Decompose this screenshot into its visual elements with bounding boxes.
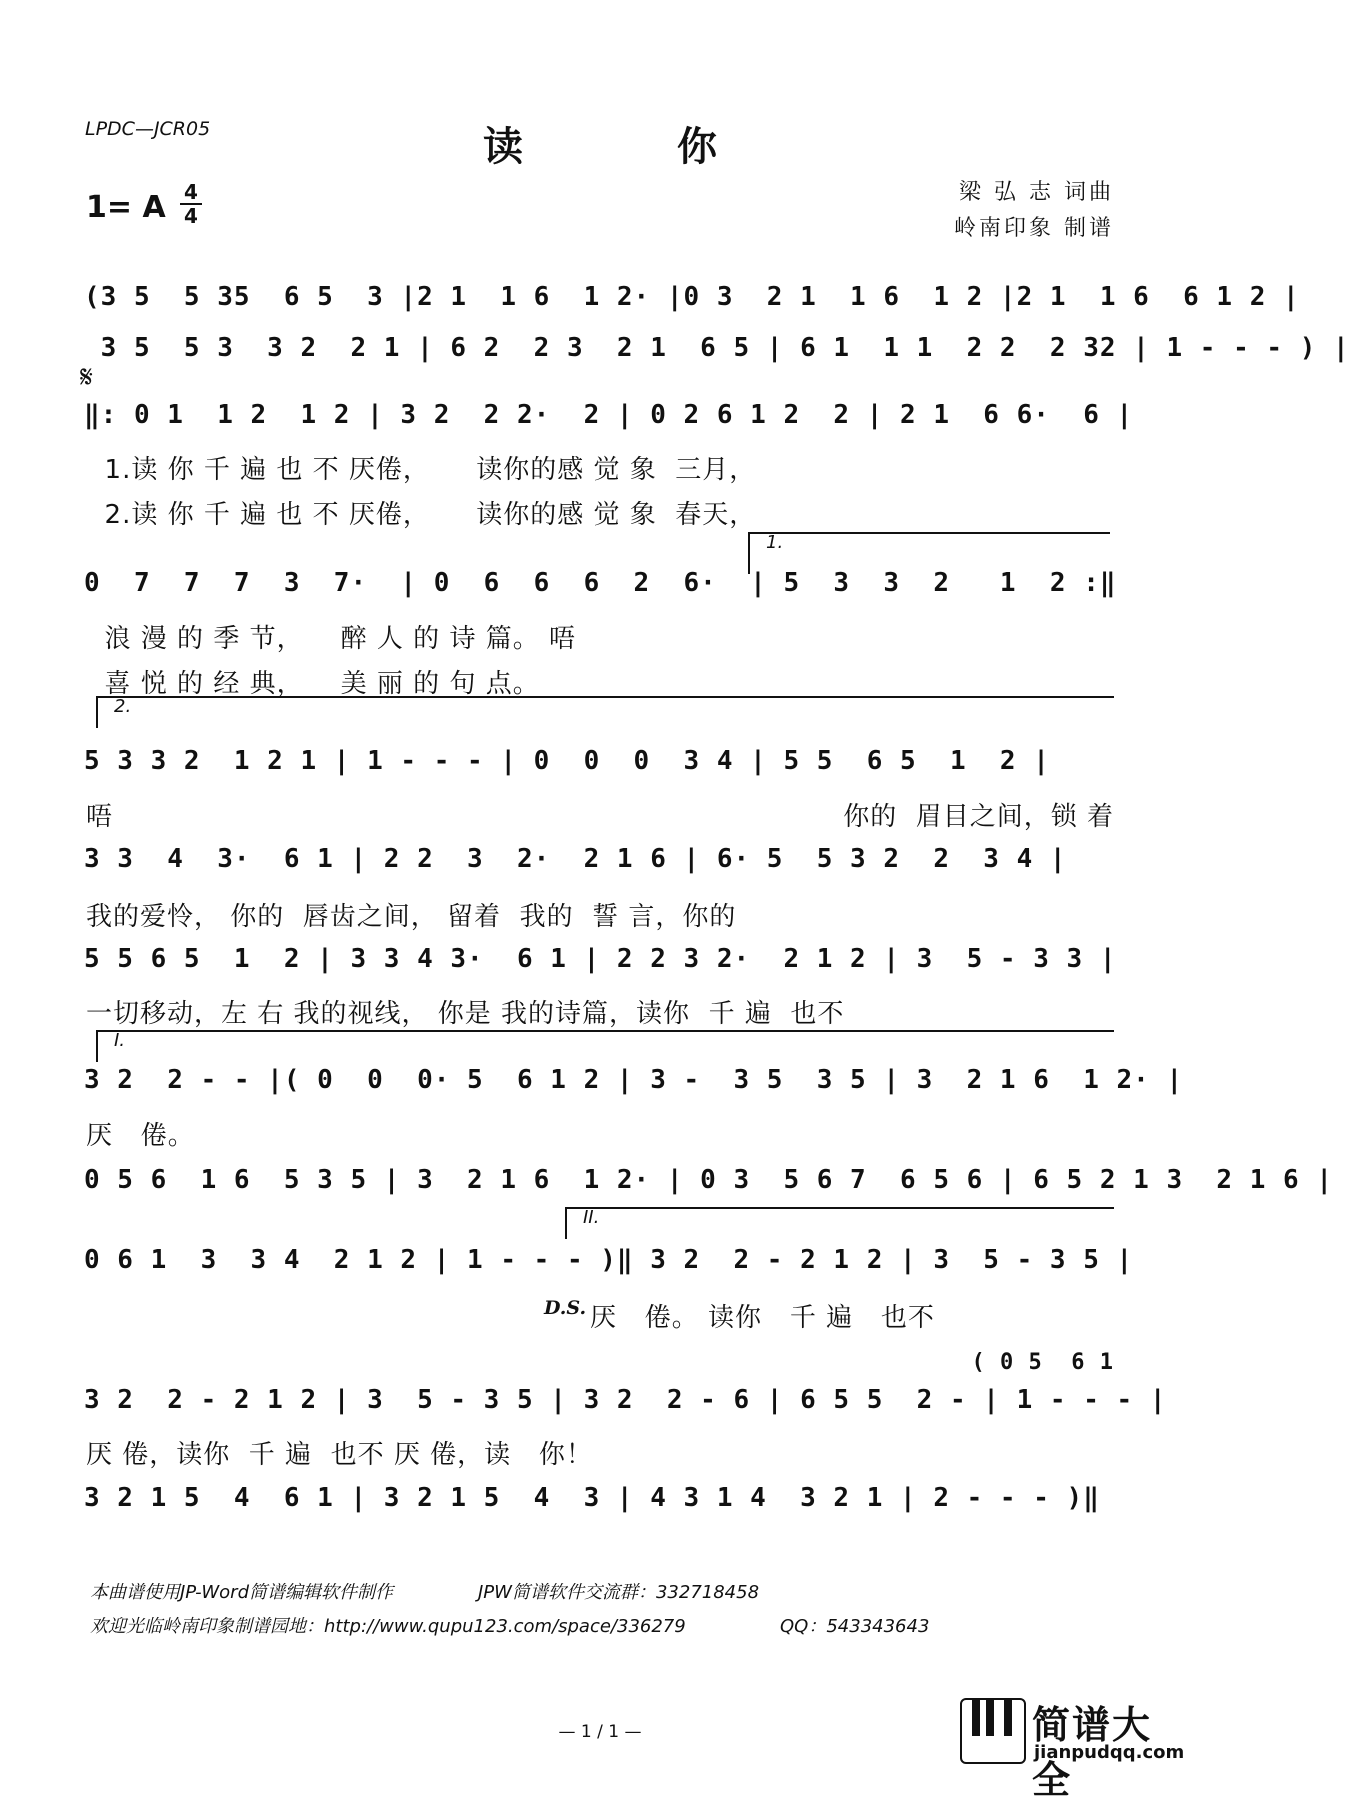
volta-label-1b: I. bbox=[114, 1030, 126, 1051]
lyric-row-3-verse-2: 2.读 你 千 遍 也 不 厌倦， 读你的感 觉 象 春天， bbox=[86, 500, 757, 530]
lyric-row-8: 厌 倦。 bbox=[86, 1121, 195, 1151]
lyric-row-7: 一切移动，左 右 我的视线， 你是 我的诗篇，读你 千 遍 也不 bbox=[86, 999, 845, 1029]
volta-bracket-1b bbox=[96, 1030, 1114, 1062]
da-segno-mark: D.S. bbox=[544, 1297, 587, 1319]
score-row-7: 5 5 6 5 1 2 | 3 3 4 3· 6 1 | 2 2 3 2· 2 1 2 | 3 5 - 3 3 | bbox=[84, 944, 1117, 974]
score-row-8: 3 2 2 - - |( 0 0 0· 5 6 1 2 | 3 - 3 5 3 5 | 3 2 1 6 1 2· | bbox=[84, 1065, 1184, 1095]
score-row-4: 0 7 7 7 3 7· | 0 6 6 6 2 6· | 5 3 3 2 1 2 :‖ bbox=[84, 568, 1117, 598]
time-signature-top: 4 bbox=[184, 180, 198, 204]
footer-line-1-right: JPW简谱软件交流群：332718458 bbox=[478, 1582, 760, 1603]
lyric-row-11: 厌 倦，读你 千 遍 也不 厌 倦，读 你！ bbox=[86, 1440, 593, 1470]
credits bbox=[954, 175, 1114, 247]
site-logo[interactable] bbox=[960, 1690, 1190, 1802]
lyric-row-4-verse-1: 浪 漫 的 季 节， 醉 人 的 诗 篇。 唔 bbox=[86, 624, 576, 654]
volta-bracket-2 bbox=[96, 696, 1114, 728]
score-row-10: 0 6 1 3 3 4 2 1 2 | 1 - - - )‖ 3 2 2 - 2 1 2 | 3 5 - 3 5 | bbox=[84, 1245, 1134, 1275]
lyric-row-6: 我的爱怜， 你的 唇齿之间， 留着 我的 誓 言，你的 bbox=[86, 902, 737, 932]
volta-bracket-2b bbox=[565, 1207, 1114, 1239]
score-row-5: 5 3 3 2 1 2 1 | 1 - - - | 0 0 0 3 4 | 5 5 6 5 1 2 | bbox=[84, 746, 1050, 776]
volta-label-1: 1. bbox=[766, 532, 784, 553]
score-row-9: 0 5 6 1 6 5 3 5 | 3 2 1 6 1 2· | 0 3 5 6 7 6 5 6 | 6 5 2 1 3 2 1 6 | bbox=[84, 1165, 1333, 1195]
transcriber-credit: 岭南印象 制谱 bbox=[954, 216, 1114, 241]
page-title: 读 你 bbox=[483, 124, 787, 170]
footer-line-2-right: QQ：543343643 bbox=[780, 1616, 930, 1637]
footer-line-1-left: 本曲谱使用JP-Word简谱编辑软件制作 bbox=[90, 1582, 393, 1603]
score-row-11-tail: ( 0 5 6 1 bbox=[971, 1350, 1114, 1375]
logo-url: jianpudqq.com bbox=[1034, 1742, 1185, 1763]
lyric-row-10: 厌 倦。 读你 千 遍 也不 bbox=[590, 1303, 935, 1333]
score-row-12: 3 2 1 5 4 6 1 | 3 2 1 5 4 3 | 4 3 1 4 3 2 1 | 2 - - - )‖ bbox=[84, 1483, 1100, 1513]
score-row-3: ‖: 0 1 1 2 1 2 | 3 2 2 2· 2 | 0 2 6 1 2 2 | 2 1 6 6· 6 | bbox=[84, 400, 1134, 430]
page-number: — 1 / 1 — bbox=[558, 1722, 642, 1742]
score-row-11: 3 2 2 - 2 1 2 | 3 5 - 3 5 | 3 2 2 - 6 | 6 5 5 2 - | 1 - - - | bbox=[84, 1385, 1167, 1415]
composer-credit: 梁 弘 志 词曲 bbox=[959, 180, 1114, 205]
score-row-2: 3 5 5 3 3 2 2 1 | 6 2 2 3 2 1 6 5 | 6 1 1 1 2 2 2 32 | 1 - - - ) | bbox=[84, 333, 1350, 363]
footer-line-2-left: 欢迎光临岭南印象制谱园地：http://www.qupu123.com/space/336279 bbox=[90, 1616, 686, 1637]
lyric-row-4-verse-2: 喜 悦 的 经 典， 美 丽 的 句 点。 bbox=[86, 669, 540, 699]
score-row-6: 3 3 4 3· 6 1 | 2 2 3 2· 2 1 6 | 6· 5 5 3 2 2 3 4 | bbox=[84, 844, 1067, 874]
segno-sign: 𝄋 bbox=[80, 360, 93, 395]
piano-keys-icon bbox=[960, 1698, 1026, 1764]
score-row-1: (3 5 5 35 6 5 3 |2 1 1 6 1 2· |0 3 2 1 1 6 1 2 |2 1 1 6 6 1 2 | bbox=[84, 282, 1300, 312]
volta-label-2: 2. bbox=[114, 696, 132, 717]
lyric-row-3-verse-1: 1.读 你 千 遍 也 不 厌倦， 读你的感 觉 象 三月， bbox=[86, 455, 757, 485]
time-signature bbox=[180, 182, 202, 226]
logo-name: 简谱大全 bbox=[1032, 1703, 1153, 1802]
lyric-row-5-right: 你的 眉目之间，锁 着 bbox=[843, 802, 1114, 832]
volta-label-2b: II. bbox=[583, 1207, 600, 1228]
lyric-row-5-left: 唔 bbox=[86, 802, 114, 832]
score-code: LPDC—JCR05 bbox=[85, 118, 211, 140]
key-signature: 1= A bbox=[86, 190, 166, 225]
time-signature-bottom: 4 bbox=[184, 204, 198, 228]
